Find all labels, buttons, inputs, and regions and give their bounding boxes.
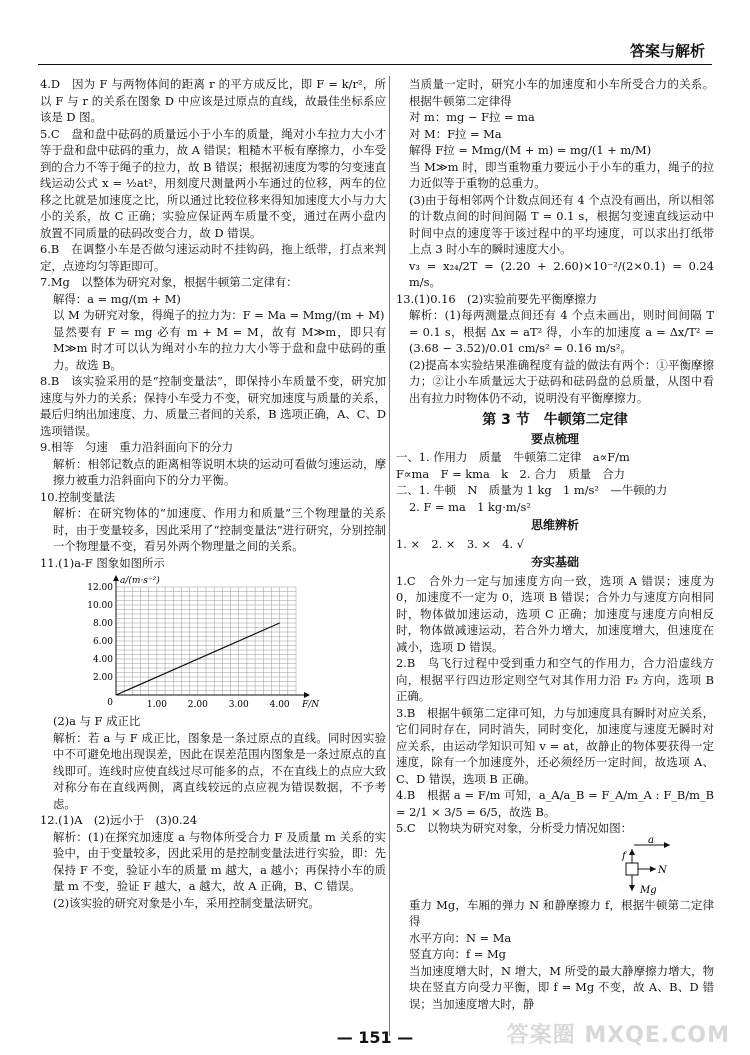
answer-10: 10.控制变量法	[40, 489, 116, 504]
y-tick-label: 2.00	[92, 673, 113, 683]
thinking-answers: 1. × 2. × 3. × 4. √	[396, 536, 525, 551]
label-n: N	[658, 864, 667, 876]
key-point-1: 一、1. 作用力 质量 牛顿第二定律 a∝F/m	[396, 450, 630, 464]
force-diagram	[596, 837, 676, 897]
x-axis-arrow	[304, 692, 310, 698]
r-text-6: v₃ = x₂₄/2T = (2.20 + 2.60)×10⁻²/(2×0.1) = 0.24 m/s。	[409, 258, 714, 289]
basic-5: 5.C 以物块为研究对象，分析受力情况如图：	[396, 821, 633, 835]
subsection-thinking: 思维辨析	[530, 518, 579, 532]
r-text-3: 解得 F拉 = Mmg/(M + m) = mg/(1 + m/M)	[409, 143, 652, 157]
x-axis-label: F/N	[302, 700, 320, 710]
key-point-1b: F∝ma F = kma k 2. 合力 质量 合力	[396, 466, 626, 481]
label-mg: Mg	[640, 884, 657, 896]
basic-5-gravity: 重力 Mg，车厢的弹力 N 和静摩擦力 f，根据牛顿第二定律得	[409, 897, 714, 928]
answer-7-tension: 以 M 为研究对象，得绳子的拉力为：F = Ma = Mmg/(m + M)	[53, 308, 385, 322]
answer-9: 9.相等 匀速 重力沿斜面向下的分力	[40, 440, 234, 454]
basic-4: 4.B 根据 a = F/m 可知，a_A/a_B = F_A/m_A : F_B/m_B = 2/1 × 3/5 = 6/5，故选 B。	[396, 788, 714, 819]
answer-13: 13.(1)0.16 (2)实验前要先平衡摩擦力	[396, 291, 598, 306]
y-tick-label: 12.00	[87, 583, 113, 593]
r-text-0: 当质量一定时，研究小车的加速度和小车所受合力的关系。根据牛顿第二定律得	[409, 77, 714, 108]
y-axis-label: a/(m·s⁻²)	[120, 576, 160, 586]
answer-4: 4.D 因为 F 与两物体间的距离 r 的平方成反比，即 F = k/r²，所以 F 与 r 的关系在图象 D 中应该是过原点的直线，故最佳坐标系应该是 D 图。	[40, 77, 386, 124]
answer-6: 6.B 在调整小车是否做匀速运动时不挂钩码，拖上纸带，打点来判定，点迹均匀等距即可。	[40, 242, 386, 273]
answer-11-analysis: 解析：若 a 与 F 成正比，图象是一条过原点的直线。同时因实验中不可避免地出现误差，因此在误差范围内图象是一条过原点的直线即可。连线时应使直线过尽可能多的点，不在直线上的点应大致对称分布在直线两侧，离直线较远的点应视为错误数据，不予考虑。	[53, 730, 386, 811]
header-rule	[38, 64, 712, 65]
x-tick-label: 1.00	[146, 700, 167, 710]
answer-7-conclusion: 显然要有 F = mg 必有 m + M = M，故有 M≫m，即只有 M≫m 时才可以认为绳对小车的拉力大小等于盘和盘中砝码的重力。故选 B。	[53, 324, 386, 372]
x-tick-label: 4.00	[269, 700, 290, 710]
gravity-arrowhead	[629, 885, 635, 891]
answer-11-part2: (2)a 与 F 成正比	[53, 714, 141, 728]
y-tick-label: 10.00	[87, 601, 113, 611]
answer-13-analysis: 解析：(1)每两测量点间还有 4 个点未画出，则时间间隔 T = 0.1 s，根据 Δx = aT² 得，小车的加速度 a = Δx/T² = (3.68 − 3.52)/0.01 cm/s² = 0.16 m/s²。	[409, 308, 714, 355]
origin-label: 0	[107, 698, 113, 708]
answer-7: 7.Mg 以整体为研究对象，根据牛顿第二定律有：	[40, 275, 298, 289]
answer-13-part2: (2)提高本实验结果准确程度有益的做法有两个：①平衡摩擦力；②让小车质量远大于砝码和砝码盘的总质量，从图中看出有拉力时物体仍不动，说明没有平衡摩擦力。	[409, 357, 714, 405]
answer-10-analysis: 解析：在研究物体的“加速度、作用力和质量”三个物理量的关系时，由于变量较多，因此采用了“控制变量法”进行研究，分别控制一个物理量不变，看另外两个物理量之间的关系。	[53, 506, 386, 553]
y-tick-label: 4.00	[92, 655, 113, 665]
r-text-1: 对 m：mg − F拉 = ma	[409, 110, 535, 124]
left-column	[40, 76, 386, 911]
answer-12: 12.(1)A (2)远小于 (3)0.24	[40, 813, 198, 827]
basic-1: 1.C 合外力一定与加速度方向一致，选项 A 错误；速度为 0，加速度不一定为 0，选项 B 错误；合外力与速度方向相同时，物体做加速运动，选项 C 正确；加速度与速度方向相反时，物体做减速运动，若合外力增大，加速度增大，但速度在减小，选项 D 错误。	[396, 573, 714, 654]
watermark: 答案圈 MXQE.COM	[506, 1023, 730, 1048]
key-point-2: 二、1. 牛顿 N 质量为 1 kg 1 m/s² —牛顿的力	[396, 483, 668, 497]
basic-5-horizontal: 水平方向：N = Ma	[409, 930, 512, 945]
r-text-2: 对 M：F拉 = Ma	[409, 126, 502, 141]
basic-3: 3.B 根据牛顿第二定律可知，力与加速度具有瞬时对应关系，它们同时存在，同时消失，同时变化，加速度与速度无瞬时对应关系，由运动学知识可知 v = at，故静止的物体要获得一定速度，除有一个加速度外，还必须经历一定时间，故选项 A、C、D 错误，选项 B 正确。	[396, 705, 714, 786]
r-text-5: (3)由于每相邻两个计数点间还有 4 个点没有画出，所以相邻的计数点间的时间间隔 T = 0.1 s，根据匀变速直线运动中时间中点的速度等于该过程中的平均速度，可以求出打纸带上点 3 时小车的瞬时速度大小。	[409, 192, 714, 256]
answer-8: 8.B 该实验采用的是“控制变量法”，即保持小车质量不变，研究加速度与外力的关系；保持小车受力不变，研究加速度与质量的关系，最后归纳出加速度、力、质量三者间的关系，B 选项正确，A、C、D 选项错误。	[40, 374, 386, 438]
normal-arrowhead	[650, 866, 656, 872]
friction-arrowhead	[629, 849, 635, 855]
a-f-chart	[70, 573, 330, 711]
answer-5: 5.C 盘和盘中砝码的质量远小于小车的质量，绳对小车拉力大小才等于盘和盘中砝码的重力，故 A 错误；粗糙木平板有摩擦力，小车受到的合力不等于绳子的拉力，故 B 错误；根据初速度为零的匀变速直线运动公式 x = ½at²，用刻度尺测量两小车通过的位移，两车的位移之比就是加速度之比，所以通过比较位移来得知加速度大小与力大小的关系，故 C 正确；实验应保证两车质量不变，通过在两小盘内放置不同质量的砝码改变合力，故 D 错误。	[40, 126, 386, 240]
block	[626, 863, 638, 875]
y-tick-label: 6.00	[92, 637, 113, 647]
y-axis-arrow	[113, 575, 119, 581]
page-header	[0, 0, 750, 68]
subsection-key-points: 要点梳理	[530, 431, 579, 446]
page-number: — 151 —	[336, 1028, 414, 1047]
label-a: a	[648, 836, 654, 846]
accel-arrowhead	[664, 842, 670, 848]
basic-2: 2.B 鸟飞行过程中受到重力和空气的作用力，合力沿虚线方向，根据平行四边形定则空气对其作用力沿 F₂ 方向，选项 B 正确。	[396, 656, 714, 703]
answer-12-part2: (2)该实验的研究对象是小车，采用控制变量法研究。	[53, 895, 320, 910]
basic-5-vertical: 竖直方向：f = Mg	[409, 947, 506, 961]
section-title: 第 3 节 牛顿第二定律	[482, 412, 628, 428]
header-title: 答案与解析	[629, 42, 705, 60]
subsection-basics: 夯实基础	[530, 555, 579, 569]
r-text-4: 当 M≫m 时，即当重物重力要远小于小车的重力，绳子的拉力近似等于重物的总重力。	[409, 159, 714, 190]
right-column	[396, 76, 714, 1012]
answer-12-analysis: 解析：(1)在探究加速度 a 与物体所受合力 F 及质量 m 关系的实验中，由于变量较多，因此采用的是控制变量法进行实验，即：先保持 F 不变，验证小车的质量 m 越大，a 越小；再保持小车的质量 m 不变，验证 F 越大，a 越大，故 A 正确，B、C 错误。	[53, 829, 386, 893]
x-tick-label: 2.00	[187, 700, 208, 710]
key-point-2b: 2. F = ma 1 kg·m/s²	[409, 499, 531, 514]
basic-5-conclusion: 当加速度增大时，N 增大，M 所受的最大静摩擦力增大，物块在竖直方向受力平衡，即 f = Mg 不变，故 A、B、D 错误；当加速度增大时，静	[409, 963, 714, 1011]
answer-7-solve: 解得：a = mg/(m + M)	[53, 291, 181, 306]
answer-11: 11.(1)a-F 图象如图所示	[40, 555, 165, 570]
y-tick-label: 8.00	[92, 619, 113, 629]
column-divider	[389, 76, 390, 1036]
answer-9-analysis: 解析：相邻记数点的距离相等说明木块的运动可看做匀速运动，摩擦力被重力沿斜面向下的分力平衡。	[53, 456, 386, 487]
x-tick-label: 3.00	[228, 700, 249, 710]
label-f: f	[622, 850, 626, 862]
